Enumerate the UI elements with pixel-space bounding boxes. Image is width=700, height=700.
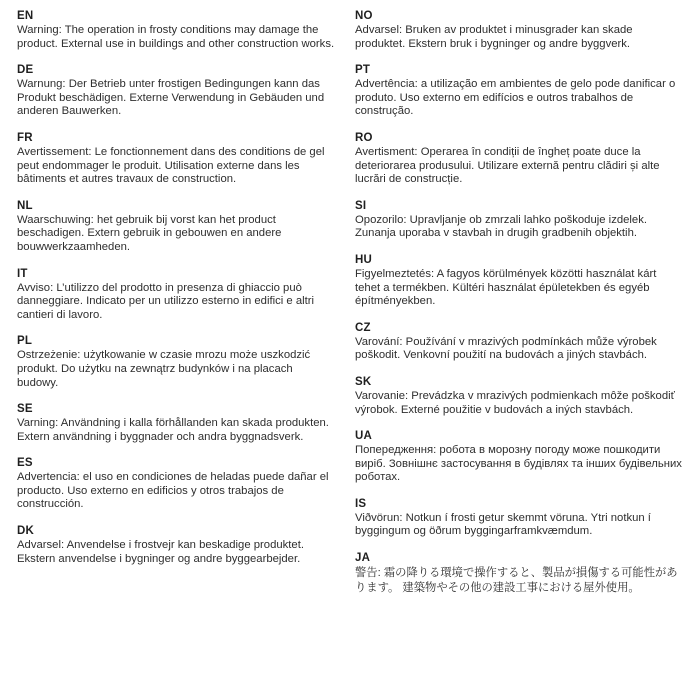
warning-text-it: Avviso: L’utilizzo del prodotto in presenza di ghiaccio può danneggiare. Indicato per un utilizzo esterno in edifici e altri cantieri di lavoro.	[17, 281, 315, 321]
warning-text-se: Varning: Användning i kalla förhållanden kan skada produkten. Extern användning i byggnader och andra byggnadsverk.	[17, 417, 329, 443]
language-code-si: SI	[355, 199, 367, 212]
warning-text-no: Advarsel: Bruken av produktet i minusgrader kan skade produktet. Ekstern bruk i bygninger og andre byggverk.	[355, 24, 633, 50]
warning-text-si: Opozorilo: Upravljanje ob zmrzali lahko poškoduje izdelek. Zunanja uporaba v stavbah in drugih gradbenih objektih.	[355, 213, 647, 240]
language-code-de: DE	[17, 64, 34, 77]
warning-text-cz: Varování: Používání v mrazivých podmínkách může výrobek poškodit. Venkovní použití na budovách a jiných stavbách.	[355, 335, 657, 362]
warning-text-ua: Попередження: робота в морозну погоду може пошкодити виріб. Зовнішнє застосування в будівлях та інших будівельних роботах.	[355, 444, 682, 484]
language-code-en: EN	[17, 10, 34, 22]
warning-text-en: Warning: The operation in frosty conditions may damage the product. External use in buildings and other construction works.	[17, 24, 335, 50]
language-code-no: NO	[355, 10, 373, 22]
warning-entry-ja	[355, 551, 683, 596]
warning-entry-ua	[355, 429, 683, 485]
language-code-ja: JA	[355, 552, 371, 565]
language-code-pl: PL	[17, 335, 33, 348]
language-code-es: ES	[17, 457, 33, 470]
warning-text-nl: Waarschuwing: het gebruik bij vorst kan het product beschadigen. Extern gebruik in gebouwen en andere bouwwerkzaamheden.	[17, 213, 282, 253]
language-code-se: SE	[17, 403, 33, 416]
language-code-fr: FR	[17, 131, 33, 144]
warning-entry-hu	[355, 253, 683, 309]
language-code-pt: PT	[355, 64, 371, 77]
language-code-dk: DK	[17, 525, 35, 538]
warning-entry-en	[17, 9, 335, 51]
warning-entry-pt	[355, 63, 683, 119]
warning-text-de: Warnung: Der Betrieb unter frostigen Bedingungen kann das Produkt beschädigen. Externe Verwendung in Gebäuden und anderen Bauwerken.	[17, 78, 325, 118]
warning-text-is: Viðvörun: Notkun í frosti getur skemmt vöruna. Ytri notkun í byggingum og öðrum byggingarframkvæmdum.	[355, 511, 651, 538]
warning-entry-ro	[355, 131, 683, 187]
warning-entry-dk	[17, 524, 335, 566]
warning-text-sk: Varovanie: Prevádzka v mrazivých podmienkach môže poškodiť výrobok. Externé použitie v budovách a iných stavbách.	[355, 389, 675, 416]
warning-text-fr: Avertissement: Le fonctionnement dans des conditions de gel peut endommager le produit. Utilisation externe dans les bâtiments et autres travaux de construction.	[17, 145, 325, 186]
language-code-cz: CZ	[355, 321, 371, 334]
warning-entry-fr	[17, 131, 335, 187]
warning-entry-cz	[355, 321, 683, 363]
right-column	[355, 9, 683, 608]
language-code-it: IT	[17, 267, 28, 280]
left-column	[17, 9, 335, 608]
language-code-hu: HU	[355, 253, 373, 266]
warning-entry-es	[17, 456, 335, 512]
warning-text-hu: Figyelmeztetés: A fagyos körülmények közötti használat kárt tehet a termékben. Kültéri használat épületekben és egyéb építményekben.	[355, 267, 657, 308]
warning-text-ja: 警告: 霜の降りる環境で操作すると、製品が損傷する可能性があります。 建築物やその他の建設工事における屋外使用。	[355, 567, 678, 595]
warning-entry-se	[17, 402, 335, 444]
warning-text-ro: Avertisment: Operarea în condiții de îngheț poate duce la deteriorarea produsului. Utilizare externă pentru clădiri și alte lucrări de construcție.	[355, 145, 660, 186]
warning-text-pl: Ostrzeżenie: użytkowanie w czasie mrozu może uszkodzić produkt. Do użytku na zewnątrz budynków i na placach budowy.	[17, 349, 311, 389]
warning-text-pt: Advertência: a utilização em ambientes de gelo pode danificar o produto. Uso externo em edifícios e outros trabalhos de construção.	[355, 78, 676, 118]
warning-entry-de	[17, 63, 335, 119]
warning-text-es: Advertencia: el uso en condiciones de heladas puede dañar el producto. Uso externo en edificios y otros trabajos de construcción.	[17, 471, 329, 511]
language-code-sk: SK	[355, 375, 372, 388]
language-code-ua: UA	[355, 430, 373, 443]
warning-columns	[17, 9, 682, 608]
warning-entry-pl	[17, 334, 335, 390]
warning-text-dk: Advarsel: Anvendelse i frostvejr kan beskadige produktet. Ekstern anvendelse i bygninger og andre byggearbejder.	[17, 539, 304, 565]
warning-entry-sk	[355, 375, 683, 417]
language-code-ro: RO	[355, 131, 373, 144]
warning-entry-no	[355, 9, 683, 51]
warning-entry-si	[355, 199, 683, 241]
language-code-nl: NL	[17, 199, 33, 212]
warning-entry-nl	[17, 199, 335, 255]
language-code-is: IS	[355, 497, 367, 510]
warning-entry-it	[17, 267, 335, 323]
warning-entry-is	[355, 497, 683, 539]
